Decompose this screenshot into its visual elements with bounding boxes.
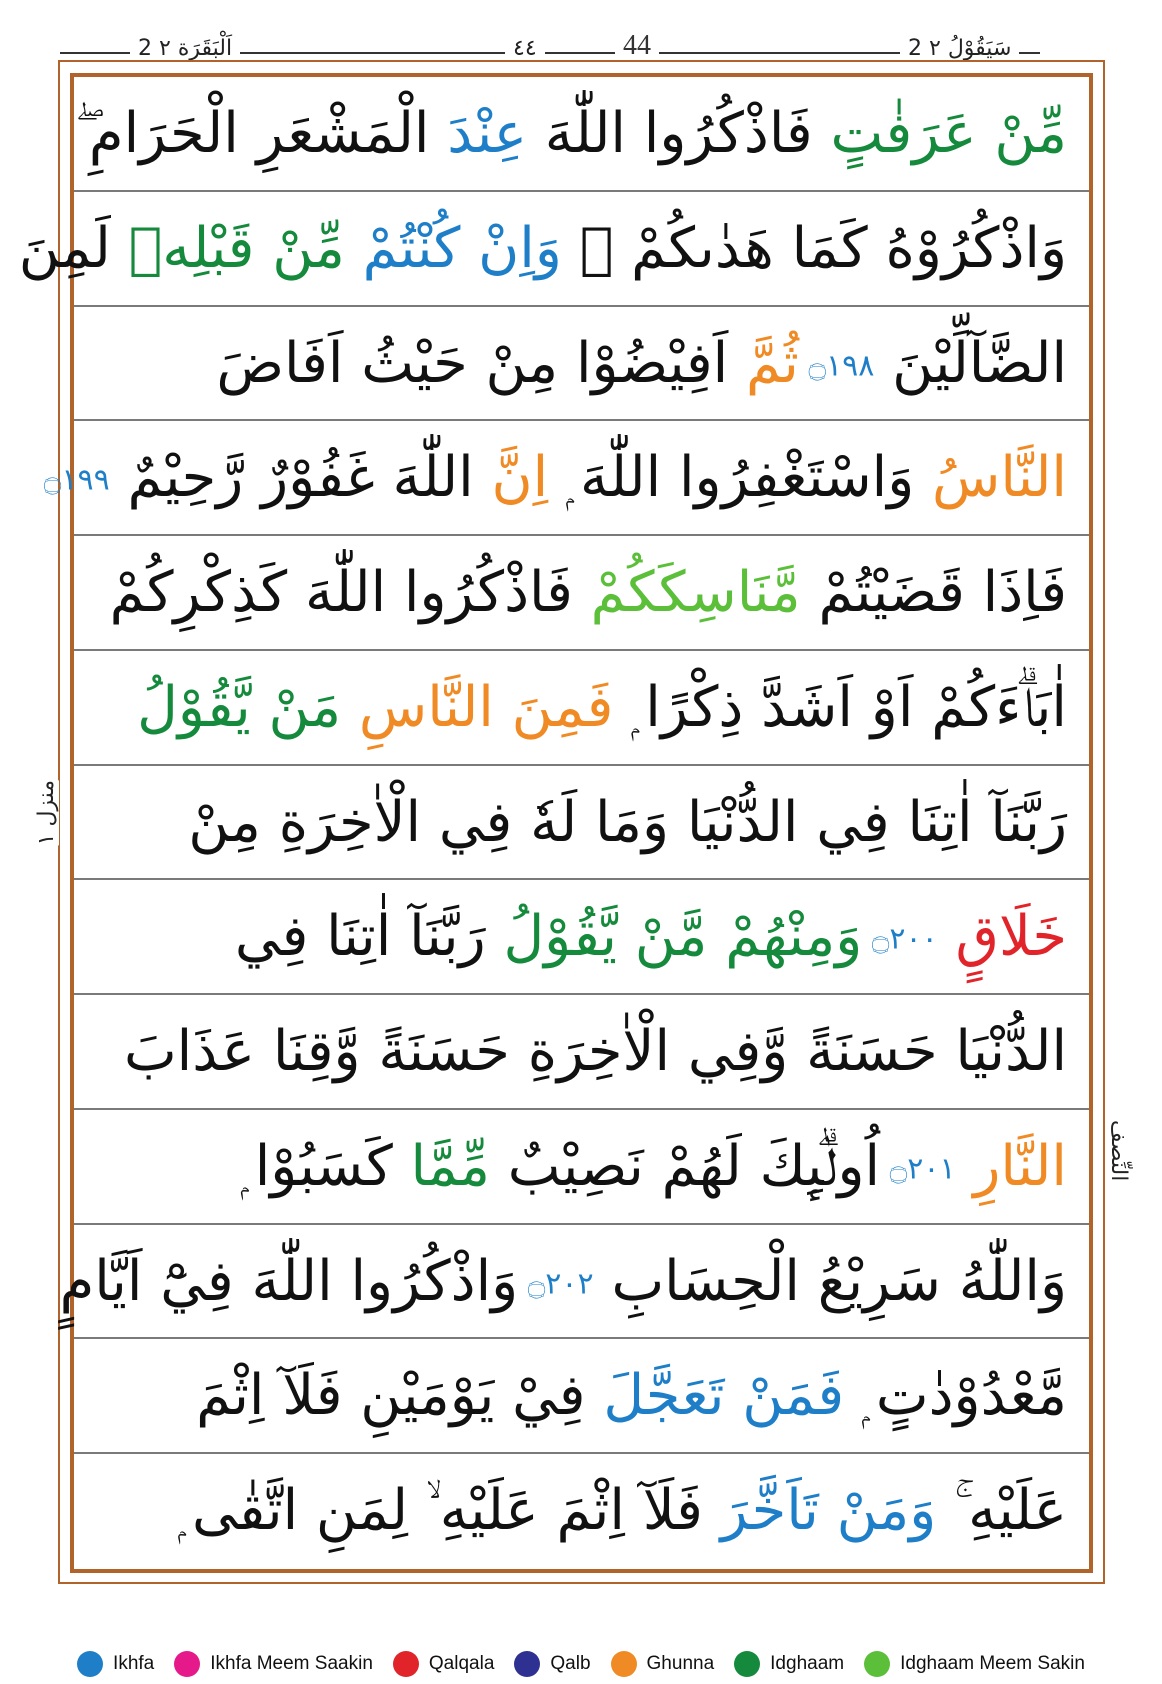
quran-line [74,1454,1089,1569]
quran-text-segment: النَّاسُ [914,445,1067,511]
quran-text-segment: مِّنْ قَبْلِهٖ [110,215,345,281]
quran-text-segment: رَبَّنَآ اٰتِنَا فِي [234,904,486,970]
legend-color-dot [514,1651,540,1677]
legend-item [611,1651,715,1677]
quran-text-segment: الْمَشْعَرِ الْحَرَامِ ۖ [74,101,430,166]
quran-text-segment: فَمَنْ تَعَجَّلَ [585,1363,845,1429]
quran-text-segment: وَاسْتَغْفِرُوا اللّٰهَ ۭ [548,445,915,511]
surah-name: 2 اَلْبَقَرَة ٢ [130,36,240,61]
quran-text-segment: فَاذْكُرُوا اللّٰهَ [526,101,813,166]
quran-line [74,1110,1089,1225]
page-number-arabic: ٤٤ [505,36,545,61]
quran-text-segment: وَمِنْهُمْ مَّنْ يَّقُوْلُ [485,904,863,970]
legend-item [514,1651,590,1677]
page-number: 44 [615,30,659,62]
legend-item [864,1651,1085,1677]
manzil-label: منزل ١ [34,780,59,846]
quran-text-segment: عِنْدَ [429,101,527,166]
quran-line [74,880,1089,995]
quran-text-segment: لَمِنَ [18,215,111,281]
legend-label: Qalb [550,1653,591,1674]
legend-label: Qalqala [428,1653,495,1674]
quran-text-segment: كَسَبُوْا ۭ [240,1133,393,1199]
quran-text-segment: رَبَّنَآ اٰتِنَا فِي الدُّنْيَا وَمَا لَهٗ فِي الْاٰخِرَةِ مِنْ [188,789,1067,855]
legend-label: Ikhfa Meem Saakin [210,1653,373,1674]
quran-text-segment: مِّنْ عَرَفٰتٍ [812,101,1067,166]
ayah-marker: ۝٢٠٢ [518,1266,594,1302]
quran-text-segment: اٰبَاۗءَكُمْ اَوْ اَشَدَّ ذِكْرًا ۭ [613,674,1067,740]
quran-line [18,192,1089,307]
legend-label: Idghaam Meem Sakin [900,1653,1085,1674]
quran-text-segment: وَمَنْ تَاَخَّرَ [702,1478,937,1544]
quran-text-segment: النَّارِ [955,1133,1067,1199]
quran-text-segment: فَمِنَ النَّاسِ [341,674,614,740]
juz-name: 2 سَيَقُوْلُ ٢ [900,36,1019,61]
legend-color-dot [174,1651,200,1677]
quran-text-segment: وَاذْكُرُوا اللّٰهَ فِيْٓ اَيَّامٍ [59,1248,519,1314]
legend-label: Ghunna [646,1653,715,1674]
legend-item [77,1651,154,1677]
quran-text-segment: مِّمَّا [392,1133,490,1199]
quran-line [74,307,1089,422]
ayah-marker: ۝٢٠١ [880,1151,956,1187]
quran-line [74,77,1089,192]
legend-color-dot [864,1651,890,1677]
quran-line [74,995,1089,1110]
quran-text-segment: اُولٰۗىِٕكَ لَهُمْ نَصِيْبٌ [489,1133,881,1199]
quran-text-segment: فَلَآ اِثْمَ عَلَيْهِ ۙ لِمَنِ اتَّقٰى ۭ [177,1478,703,1544]
ayah-marker: ۝٢٠٠ [862,921,938,957]
quran-text-segment: مَّنَاسِكَكُمْ [572,560,801,626]
quran-text-segment: مَنْ يَّقُوْلُ [137,674,342,740]
quran-text-segment: اِنَّ [473,445,549,511]
quran-text-segment: اللّٰهَ غَفُوْرٌ رَّحِيْمٌ [109,445,474,511]
legend-item [393,1651,495,1677]
ayah-marker: ۝١٩٨ [798,348,875,383]
quran-text-segment: فَاِذَا قَضَيْتُمْ [800,560,1067,626]
legend-color-dot [611,1651,637,1677]
legend-item [734,1651,844,1677]
quran-text-segment: وَاِنْ كُنْتُمْ [344,215,562,281]
quran-text-segment: خَلَاقٍ [937,904,1067,970]
quran-text-segment: وَاللّٰهُ سَرِيْعُ الْحِسَابِ [593,1248,1067,1314]
quran-text-segment: فَاذْكُرُوا اللّٰهَ كَذِكْرِكُمْ [109,560,573,626]
nisf-label: النِّصف [1106,1120,1131,1182]
quran-line [59,1225,1089,1340]
legend-color-dot [77,1651,103,1677]
legend-color-dot [734,1651,760,1677]
legend-label: Ikhfa [113,1653,155,1674]
quran-line [74,651,1089,766]
quran-line [74,1339,1089,1454]
quran-line [74,536,1089,651]
quran-text-segment: الدُّنْيَا حَسَنَةً وَّفِي الْاٰخِرَةِ حَسَنَةً وَّقِنَا عَذَابَ [123,1019,1067,1085]
legend-label: Idghaam [770,1653,845,1674]
legend-item [174,1651,373,1677]
quran-text-segment: ثُمَّ [728,330,799,396]
quran-text-segment: مَّعْدُوْدٰتٍ ۭ [844,1363,1067,1429]
quran-text-segment: الضَّآلِّيْنَ [874,330,1067,396]
legend-color-dot [393,1651,419,1677]
tajweed-legend [0,1652,1162,1676]
quran-text-segment: فِيْ يَوْمَيْنِ فَلَآ اِثْمَ [196,1363,586,1429]
quran-text-segment: عَلَيْهِ ۚ [936,1478,1067,1544]
quran-text-segment: اَفِيْضُوْا مِنْ حَيْثُ اَفَاضَ [216,330,729,396]
quran-line [74,766,1089,881]
ayah-marker: ۝١٩٩ [43,462,110,498]
quran-line [43,421,1089,536]
quran-text-segment: وَاذْكُرُوْهُ كَمَا هَدٰىكُمْ ۚ [561,215,1067,281]
